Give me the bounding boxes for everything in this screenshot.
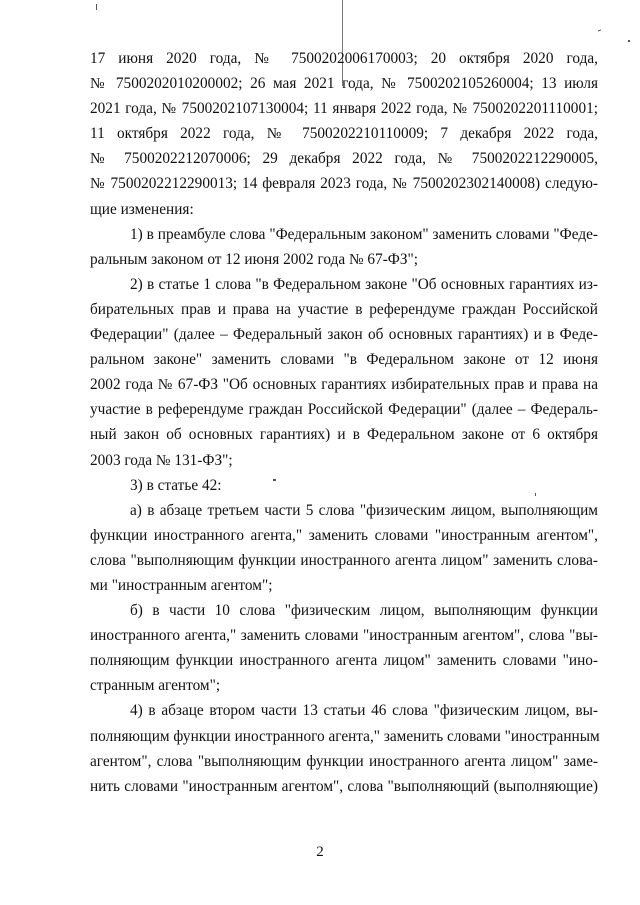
text-line: б) в части 10 слова "физическим лицом, выполняющим функции	[130, 602, 598, 620]
scan-artifact-mark	[96, 4, 97, 10]
paragraph	[90, 598, 598, 698]
text-line: участие в референдуме граждан Российской Федерации" (далее – Федераль-	[90, 401, 598, 419]
text-line: 2002 года № 67-ФЗ "Об основных гарантиях избирательных прав и права на	[90, 376, 598, 394]
page-number: 2	[316, 844, 324, 860]
text-line: ный закон об основных гарантиях) и в Федеральном законе от 6 октября	[90, 426, 598, 444]
text-line: полняющим функции иностранного агента лицом" заменить словами "ино-	[90, 652, 598, 670]
text-line: ми "иностранным агентом";	[90, 576, 273, 594]
text-line: щие изменения:	[90, 200, 194, 218]
text-line: № 7500202010200002; 26 мая 2021 года, № 7500202105260004; 13 июля	[90, 75, 598, 93]
paragraph	[90, 222, 598, 272]
paragraph	[90, 698, 598, 798]
text-line: ральном законе" заменить словами "в Федеральном законе от 12 июня	[90, 351, 598, 369]
scan-artifact-mark	[598, 29, 601, 31]
text-line: иностранного агента," заменить словами "иностранным агентом", слова "вы-	[90, 627, 598, 645]
text-line: № 7500202212290013; 14 февраля 2023 года, № 7500202302140008) следую-	[90, 175, 598, 193]
text-line: 1) в преамбуле слова "Федеральным законом" заменить словами "Феде-	[130, 225, 598, 243]
text-line: функции иностранного агента," заменить словами "иностранным агентом",	[90, 526, 598, 544]
text-line: 2003 года № 131-ФЗ";	[90, 451, 233, 469]
paragraph	[90, 272, 598, 473]
text-line: полняющим функции иностранного агента," заменить словами "иностранным	[90, 727, 600, 745]
scan-artifact-mark	[628, 40, 630, 42]
text-line: 2021 года, № 7500202107130004; 11 января 2022 года, № 7500202201110001;	[90, 100, 598, 118]
text-line: 17 июня 2020 года, № 7500202006170003; 20 октября 2020 года,	[90, 50, 598, 67]
text-line: ральным законом от 12 июня 2002 года № 67-ФЗ";	[90, 250, 419, 268]
document-body	[90, 46, 598, 799]
text-line: слова "выполняющим функции иностранного агента лицом" заменить слова-	[90, 551, 598, 569]
text-line: № 7500202212070006; 29 декабря 2022 года, № 7500202212290005,	[90, 150, 598, 168]
text-line: 3) в статье 42:	[130, 476, 222, 494]
text-line: агентом", слова "выполняющим функции иностранного агента лицом" заме-	[90, 752, 598, 770]
text-line: 4) в абзаце втором части 13 статьи 46 слова "физическим лицом, вы-	[130, 702, 598, 720]
paragraph	[90, 473, 598, 498]
text-line: 11 октября 2022 года, № 7500202210110009; 7 декабря 2022 года,	[90, 125, 598, 143]
paragraph	[90, 46, 598, 222]
paragraph	[90, 498, 598, 598]
text-line: бирательных прав и права на участие в референдуме граждан Российской	[90, 300, 598, 318]
text-line: странным агентом";	[90, 677, 221, 695]
text-line: нить словами "иностранным агентом", слова "выполняющий (выполняющие)	[90, 777, 598, 795]
text-line: Федерации" (далее – Федеральный закон об основных гарантиях) и в Феде-	[90, 326, 598, 344]
text-line: а) в абзаце третьем части 5 слова "физическим лицом, выполняющим	[130, 501, 598, 519]
text-line: 2) в статье 1 слова "в Федеральном законе "Об основных гарантиях из-	[130, 275, 598, 293]
